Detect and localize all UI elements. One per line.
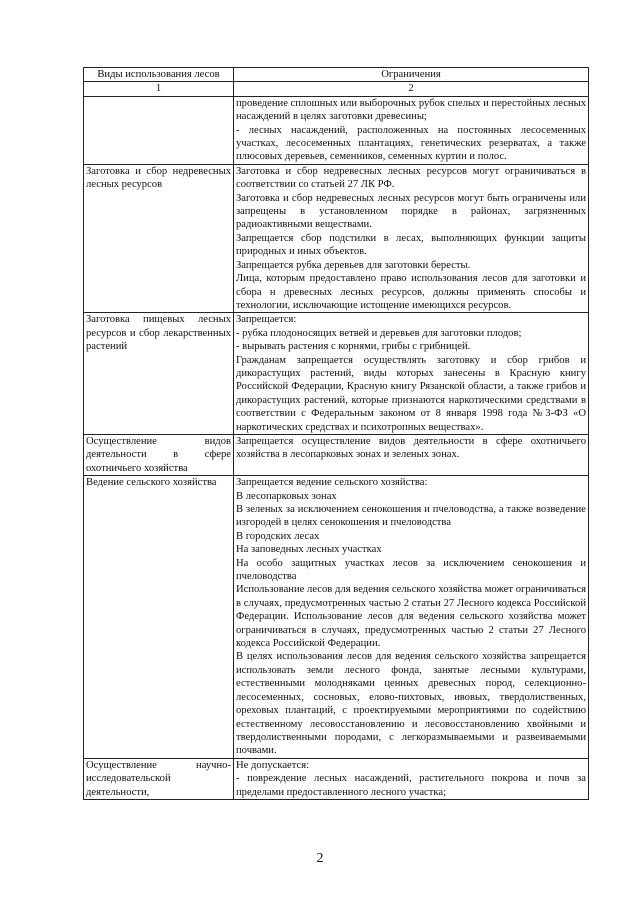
table-row (84, 476, 589, 759)
restriction-paragraph: Использование лесов для ведения сельского хозяйства может ограничиваться в случаях, предусмотренных частью 2 статьи 27 Лесного кодекса Российской Федерации. Использование лесов для ведения сельского хозяйства может ограничиваться в случаях, предусмотренных частью 2 статьи 27 Лесного кодекса Российской Федерации. (236, 584, 586, 650)
restriction-cell (234, 313, 589, 435)
forest-use-type-cell: Заготовка и сбор недревесных лесных ресурсов (84, 164, 234, 312)
header-restrictions: Ограничения (234, 68, 589, 82)
forest-use-type-cell: Осуществление видов деятельности в сфере охотничьего хозяйства (84, 434, 234, 475)
restriction-paragraph: В городских лесах (236, 530, 320, 542)
table-row (84, 434, 589, 475)
forest-use-type-cell: Заготовка пищевых лесных ресурсов и сбор лекарственных растений (84, 313, 234, 435)
column-number-1: 1 (84, 82, 234, 96)
restriction-paragraph: Заготовка и сбор недревесных лесных ресурсов могут ограничиваться в соответствии со статьей 27 ЛК РФ. (236, 165, 586, 191)
restriction-paragraph: В зеленых за исключением сенокошения и пчеловодства, а также возведение изгородей в целях сенокошения и пчеловодства (236, 504, 586, 529)
table-row (84, 758, 589, 799)
restriction-paragraph: Запрещается осуществление видов деятельности в сфере охотничьего хозяйства в лесопарковых зонах и зеленых зонах. (236, 435, 586, 461)
forest-use-type-cell: Осуществление научно-исследовательской деятельности, (84, 758, 234, 799)
forest-use-type-cell (84, 96, 234, 164)
table-header-row (84, 68, 589, 82)
restriction-paragraph: - рубка плодоносящих ветвей и деревьев для заготовки плодов; (236, 327, 522, 339)
column-number-row (84, 82, 589, 96)
restriction-paragraph: В лесопарковых зонах (236, 490, 337, 502)
restriction-paragraph: - повреждение лесных насаждений, растительного покрова и почв за пределами предоставленного лесного участка; (236, 773, 586, 798)
restrictions-table (83, 67, 589, 800)
restriction-cell (234, 758, 589, 799)
page-number: 2 (316, 851, 324, 866)
restriction-paragraph: Запрещается: (236, 314, 297, 326)
restriction-cell (234, 476, 589, 759)
restriction-paragraph: Лица, которым предоставлено право использования лесов для заготовки и сбора н древесных лесных ресурсов, должны применять способы и технологии, исключающие истощение имеющихся ресурсов. (236, 273, 586, 311)
restriction-paragraph: Запрещается ведение сельского хозяйства: (236, 477, 428, 489)
table-row (84, 96, 589, 164)
restriction-paragraph: - вырывать растения с корнями, грибы с грибницей. (236, 341, 471, 353)
restriction-cell (234, 96, 589, 164)
restriction-paragraph: На особо защитных участках лесов за исключением сенокошения и пчеловодства (236, 557, 586, 583)
restriction-paragraph: В целях использования лесов для ведения сельского хозяйства запрещается использовать земли лесного фонда, занятые лесными культурами, естественными молодняками ценных древесных пород, селекционно-лесосеменных, сосновых, елово-пихтовых, ивовых, твердолиственных, ореховых плантаций, с проектируемыми мероприятиями по содействию естественному лесовосстановлению и лесовосстановлению хвойными и твердолиственными породами, с легкоразмываемыми и развеиваемыми почвами. (236, 651, 586, 757)
restriction-paragraph: Запрещается рубка деревьев для заготовки бересты. (236, 259, 471, 271)
forest-use-type-cell: Ведение сельского хозяйства (84, 476, 234, 759)
restriction-cell (234, 164, 589, 312)
restriction-paragraph: Запрещается сбор подстилки в лесах, выполняющих функции защиты природных и иных объектов. (236, 232, 586, 258)
restriction-paragraph: На заповедных лесных участках (236, 544, 382, 556)
restriction-cell (234, 434, 589, 475)
restriction-paragraph: - лесных насаждений, расположенных на постоянных лесосеменных участках, лесосеменных плантациях, генетических резерватах, а также плюсовых деревьев, семенников, семенных куртин и полос. (236, 124, 586, 163)
table-row (84, 313, 589, 435)
header-forest-use-types: Виды использования лесов (84, 68, 234, 82)
restriction-paragraph: Заготовка и сбор недревесных лесных ресурсов могут быть ограничены или запрещены в установленном порядке в районах, загрязненных радиоактивными веществами. (236, 192, 586, 231)
restriction-paragraph: проведение сплошных или выборочных рубок спелых и перестойных лесных насаждений в целях заготовки древесины; (236, 97, 586, 123)
restriction-paragraph: Не допускается: (236, 759, 310, 771)
table-row (84, 164, 589, 312)
restriction-paragraph: Гражданам запрещается осуществлять заготовку и сбор грибов и дикорастущих растений, виды которых занесены в Красную книгу Российской Федерации, Красную книгу Рязанской области, а также грибов и дикорастущих растений, которые признаются наркотическими средствами в соответствии с Федеральным законом от 8 января 1998 года №3-ФЗ «О наркотических средствах и психотропных веществах». (236, 354, 586, 433)
column-number-2: 2 (234, 82, 589, 96)
